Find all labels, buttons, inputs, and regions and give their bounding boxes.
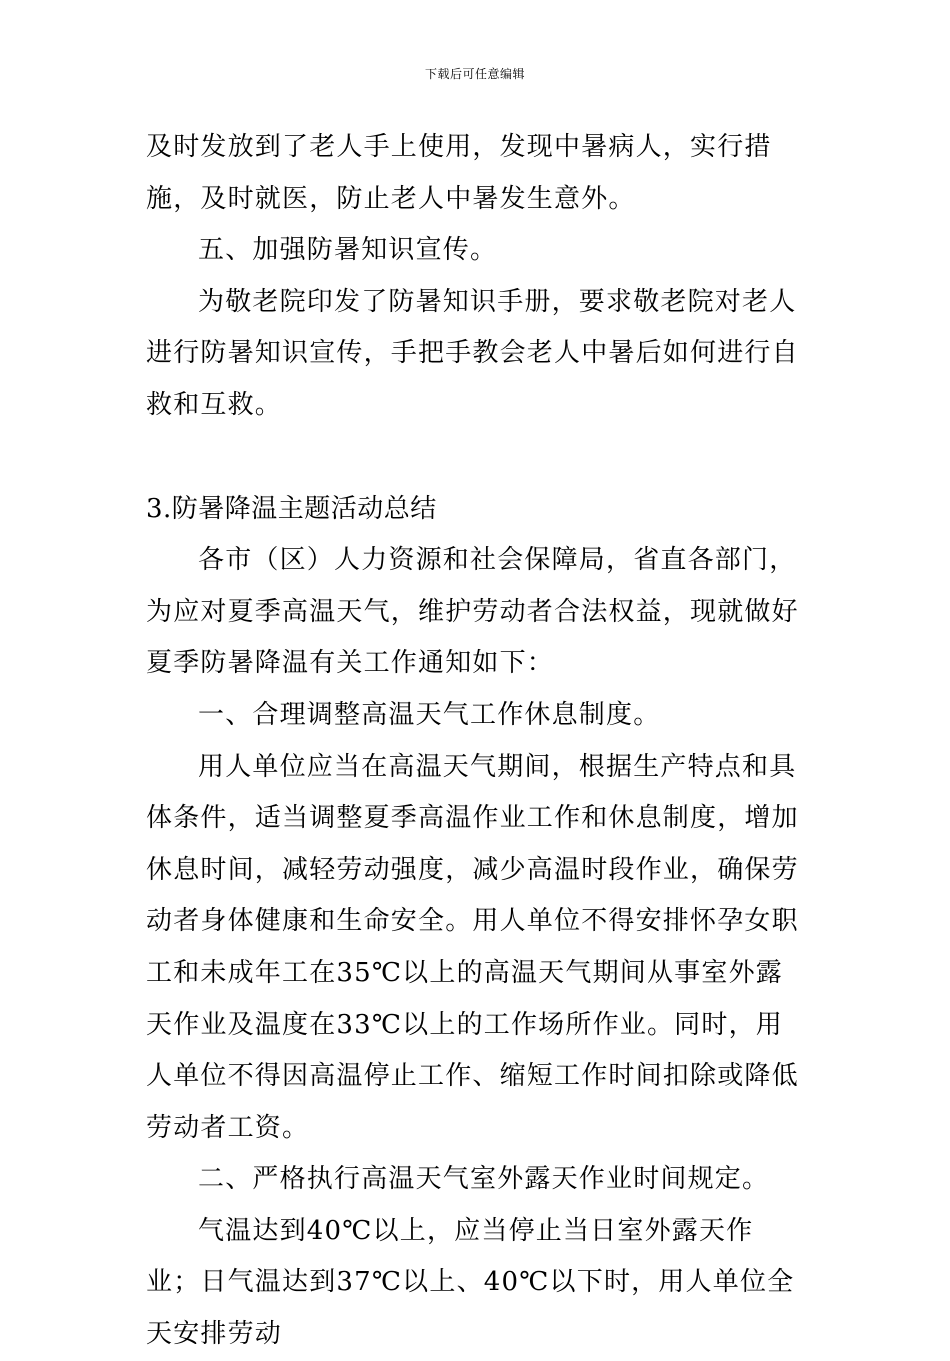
spacer xyxy=(146,432,806,484)
section-heading-5: 五、加强防暑知识宣传。 xyxy=(198,235,498,266)
paragraph-outdoor-work-time: 气温达到40℃以上，应当停止当日室外露天作业；日气温达到37℃以上、40℃以下时，用人单位全天安排劳动 xyxy=(146,1215,795,1350)
section-heading-2: 二、严格执行高温天气室外露天作业时间规定。 xyxy=(198,1164,770,1195)
document-body xyxy=(146,122,806,1361)
section-heading-1: 一、合理调整高温天气工作休息制度。 xyxy=(198,699,661,730)
page-header: 下载后可任意编辑 xyxy=(424,67,525,81)
paragraph-notice-intro: 各市（区）人力资源和社会保障局，省直各部门，为应对夏季高温天气，维护劳动者合法权益，现就做好夏季防暑降温有关工作通知如下： xyxy=(146,545,799,679)
paragraph-continuation: 及时发放到了老人手上使用，发现中暑病人，实行措施，及时就医，防止老人中暑发生意外。 xyxy=(146,132,772,214)
paragraph-knowledge-publicity: 为敬老院印发了防暑知识手册，要求敬老院对老人进行防暑知识宣传，手把手教会老人中暑后如何进行自救和互救。 xyxy=(146,286,799,420)
article-title: 3.防暑降温主题活动总结 xyxy=(146,493,437,524)
paragraph-work-rest-system: 用人单位应当在高温天气期间，根据生产特点和具体条件，适当调整夏季高温作业工作和休息制度，增加休息时间，减轻劳动强度，减少高温时段作业，确保劳动者身体健康和生命安全。用人单位不得安排怀孕女职工和未成年工在35℃以上的高温天气期间从事室外露天作业及温度在33℃以上的工作场所作业。同时，用人单位不得因高温停止工作、缩短工作时间扣除或降低劳动者工资。 xyxy=(146,751,799,1143)
